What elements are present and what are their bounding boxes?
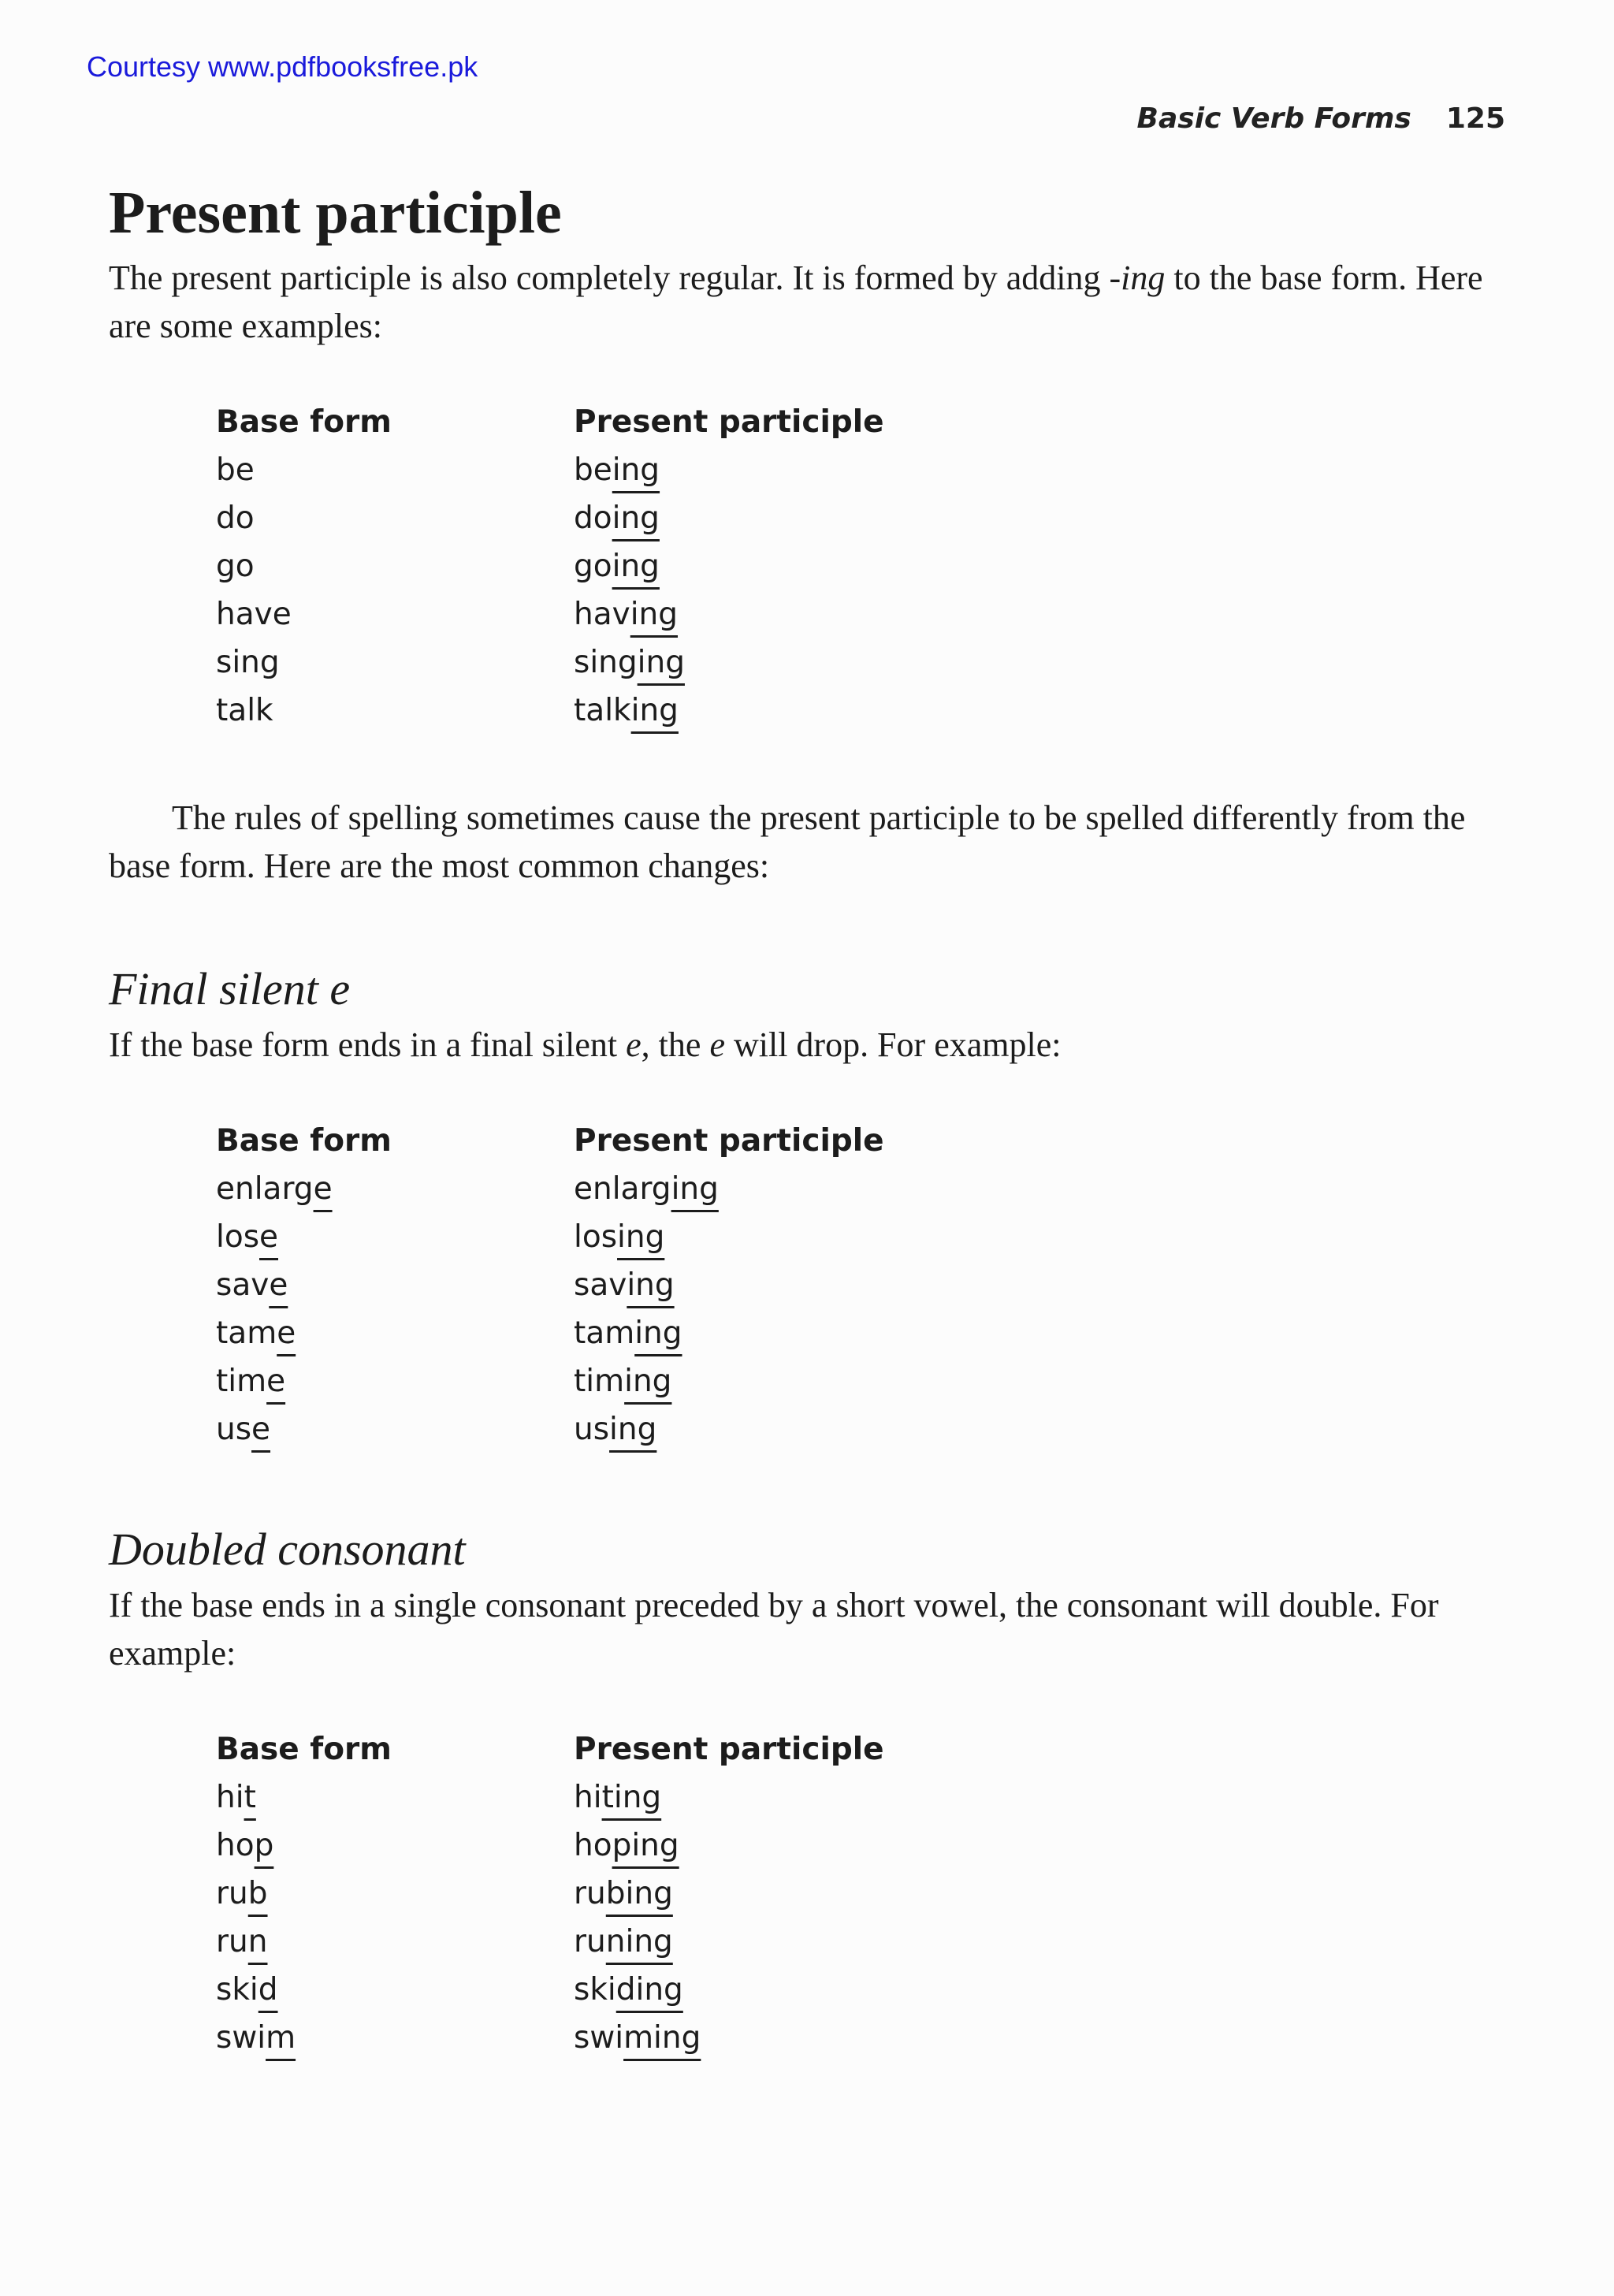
word-stem: talk: [574, 693, 631, 728]
underlined-letters: ing: [637, 645, 685, 680]
base-form-cell: [216, 494, 574, 542]
examples-table-doubled-consonant: [216, 1725, 884, 2062]
table-row: [216, 1822, 884, 1870]
participle-cell: [574, 1165, 884, 1213]
table-row: [216, 638, 884, 687]
underlined-letters: ing: [630, 693, 679, 728]
word-stem: hi: [216, 1780, 244, 1815]
table-row: [216, 1213, 884, 1261]
underlined-letters: e: [277, 1315, 296, 1351]
base-form-cell: [216, 446, 574, 494]
base-form-cell: [216, 1357, 574, 1405]
underlined-letters: e: [259, 1219, 279, 1255]
final-e-text-2: , the: [641, 1025, 710, 1064]
table-header-row: [216, 1725, 884, 1773]
header-base-form: Base form: [216, 1123, 392, 1159]
base-form-cell: [216, 687, 574, 735]
word-stem: be: [216, 452, 255, 488]
underlined-letters: n: [247, 1924, 268, 1959]
underlined-letters: ting: [601, 1780, 662, 1815]
section-title-doubled-consonant: Doubled consonant: [109, 1524, 466, 1575]
base-form-cell: [216, 1309, 574, 1357]
base-form-cell: [216, 542, 574, 590]
word-stem: tam: [574, 1315, 635, 1351]
word-stem: sing: [574, 645, 638, 680]
underlined-letters: ding: [615, 1972, 683, 2008]
participle-cell: [574, 1773, 884, 1822]
header-base-form: Base form: [216, 404, 392, 440]
word-stem: ski: [216, 1972, 258, 2008]
base-form-cell: [216, 1822, 574, 1870]
base-form-cell: [216, 1773, 574, 1822]
word-stem: ru: [574, 1924, 606, 1959]
underlined-letters: ing: [630, 597, 679, 632]
word-stem: ru: [216, 1924, 248, 1959]
underlined-letters: d: [258, 1972, 278, 2008]
participle-cell: [574, 1213, 884, 1261]
underlined-letters: e: [251, 1412, 271, 1447]
word-stem: tim: [574, 1364, 625, 1399]
intro-text-1: The present participle is also completely regular. It is formed by adding -: [109, 259, 1121, 297]
word-stem: us: [574, 1412, 610, 1447]
word-stem: do: [574, 501, 612, 536]
underlined-letters: ing: [624, 1364, 672, 1399]
e-letter: e: [709, 1025, 725, 1064]
underlined-letters: e: [269, 1267, 288, 1303]
table-header-row: [216, 1117, 884, 1165]
participle-cell: [574, 2014, 884, 2062]
base-form-cell: [216, 1918, 574, 1966]
table-row: [216, 446, 884, 494]
section-title-present-participle: Present participle: [109, 180, 562, 246]
table-header-row: [216, 398, 884, 446]
table-row: [216, 2014, 884, 2062]
base-form-cell: [216, 1261, 574, 1309]
table-row: [216, 1918, 884, 1966]
table-row: [216, 1773, 884, 1822]
underlined-letters: bing: [605, 1876, 673, 1911]
e-letter: e: [626, 1025, 642, 1064]
underlined-letters: ning: [605, 1924, 673, 1959]
base-form-cell: [216, 590, 574, 638]
participle-cell: [574, 1405, 884, 1453]
base-form-cell: [216, 1966, 574, 2014]
table-row: [216, 1870, 884, 1918]
section-title-final-silent-e: Final silent e: [109, 963, 351, 1014]
word-stem: ho: [216, 1828, 255, 1863]
underlined-letters: ing: [627, 1267, 675, 1303]
word-stem: sav: [216, 1267, 270, 1303]
word-stem: sav: [574, 1267, 627, 1303]
doubled-consonant-intro: If the base ends in a single consonant preceded by a short vowel, the consonant will double. For example:: [109, 1586, 1439, 1673]
word-stem: los: [216, 1219, 260, 1255]
base-form-cell: [216, 1870, 574, 1918]
table-row: [216, 1357, 884, 1405]
base-form-cell: [216, 1165, 574, 1213]
participle-cell: [574, 1870, 884, 1918]
word-stem: ru: [216, 1876, 248, 1911]
final-e-text-1: If the base form ends in a final silent: [109, 1025, 627, 1064]
word-stem: tam: [216, 1315, 277, 1351]
word-stem: ski: [574, 1972, 616, 2008]
participle-cell: [574, 446, 884, 494]
intro-text-2: to the base form. Here are some examples:: [109, 259, 1483, 345]
examples-table-regular: [216, 398, 884, 735]
table-row: [216, 687, 884, 735]
table-row: [216, 1261, 884, 1309]
examples-table-final-e: [216, 1117, 884, 1453]
underlined-letters: ing: [612, 549, 660, 584]
page-content: [109, 173, 1505, 2062]
participle-cell: [574, 687, 884, 735]
table-row: [216, 1309, 884, 1357]
header-present-participle: Present participle: [574, 1732, 884, 1767]
participle-cell: [574, 1966, 884, 2014]
participle-cell: [574, 542, 884, 590]
underlined-letters: m: [266, 2020, 296, 2056]
table-row: [216, 1405, 884, 1453]
participle-cell: [574, 494, 884, 542]
spelling-note-paragraph: The rules of spelling sometimes cause the present participle to be spelled differently from the base form. Here are the most common changes:: [109, 798, 1466, 885]
word-stem: talk: [216, 693, 273, 728]
final-e-intro: [109, 1021, 1505, 1069]
participle-cell: [574, 1309, 884, 1357]
word-stem: tim: [216, 1364, 267, 1399]
word-stem: go: [574, 549, 612, 584]
table-row: [216, 494, 884, 542]
page-number: 125: [1445, 102, 1505, 135]
word-stem: hi: [574, 1780, 602, 1815]
underlined-letters: ping: [612, 1828, 679, 1863]
participle-cell: [574, 638, 884, 687]
base-form-cell: [216, 638, 574, 687]
word-stem: enlarg: [216, 1171, 314, 1207]
base-form-cell: [216, 1213, 574, 1261]
header-present-participle: Present participle: [574, 404, 884, 440]
word-stem: swi: [216, 2020, 266, 2056]
underlined-letters: ing: [612, 501, 660, 536]
underlined-letters: ing: [609, 1412, 657, 1447]
underlined-letters: ing: [617, 1219, 665, 1255]
table-row: [216, 590, 884, 638]
header-present-participle: Present participle: [574, 1123, 884, 1159]
participle-cell: [574, 1918, 884, 1966]
underlined-letters: b: [247, 1876, 268, 1911]
table-row: [216, 1966, 884, 2014]
underlined-letters: e: [313, 1171, 333, 1207]
underlined-letters: ing: [671, 1171, 719, 1207]
word-stem: los: [574, 1219, 618, 1255]
participle-cell: [574, 1261, 884, 1309]
underlined-letters: p: [254, 1828, 274, 1863]
final-e-text-3: will drop. For example:: [724, 1025, 1062, 1064]
word-stem: swi: [574, 2020, 624, 2056]
table-row: [216, 542, 884, 590]
word-stem: hav: [574, 597, 630, 632]
underlined-letters: ing: [612, 452, 660, 488]
underlined-letters: t: [244, 1780, 256, 1815]
intro-paragraph: [109, 254, 1505, 350]
word-stem: ho: [574, 1828, 612, 1863]
participle-cell: [574, 1357, 884, 1405]
courtesy-link[interactable]: Courtesy www.pdfbooksfree.pk: [87, 50, 478, 83]
underlined-letters: ing: [634, 1315, 682, 1351]
participle-cell: [574, 1822, 884, 1870]
base-form-cell: [216, 1405, 574, 1453]
participle-cell: [574, 590, 884, 638]
table-row: [216, 1165, 884, 1213]
base-form-cell: [216, 2014, 574, 2062]
header-base-form: Base form: [216, 1732, 392, 1767]
word-stem: do: [216, 501, 255, 536]
underlined-letters: e: [266, 1364, 286, 1399]
word-stem: ru: [574, 1876, 606, 1911]
word-stem: us: [216, 1412, 252, 1447]
word-stem: sing: [216, 645, 280, 680]
word-stem: have: [216, 597, 292, 632]
ing-suffix: ing: [1121, 259, 1166, 297]
word-stem: be: [574, 452, 612, 488]
word-stem: enlarg: [574, 1171, 671, 1207]
section-name: Basic Verb Forms: [1136, 102, 1411, 135]
running-head: [1137, 102, 1505, 135]
word-stem: go: [216, 549, 255, 584]
underlined-letters: ming: [623, 2020, 701, 2056]
